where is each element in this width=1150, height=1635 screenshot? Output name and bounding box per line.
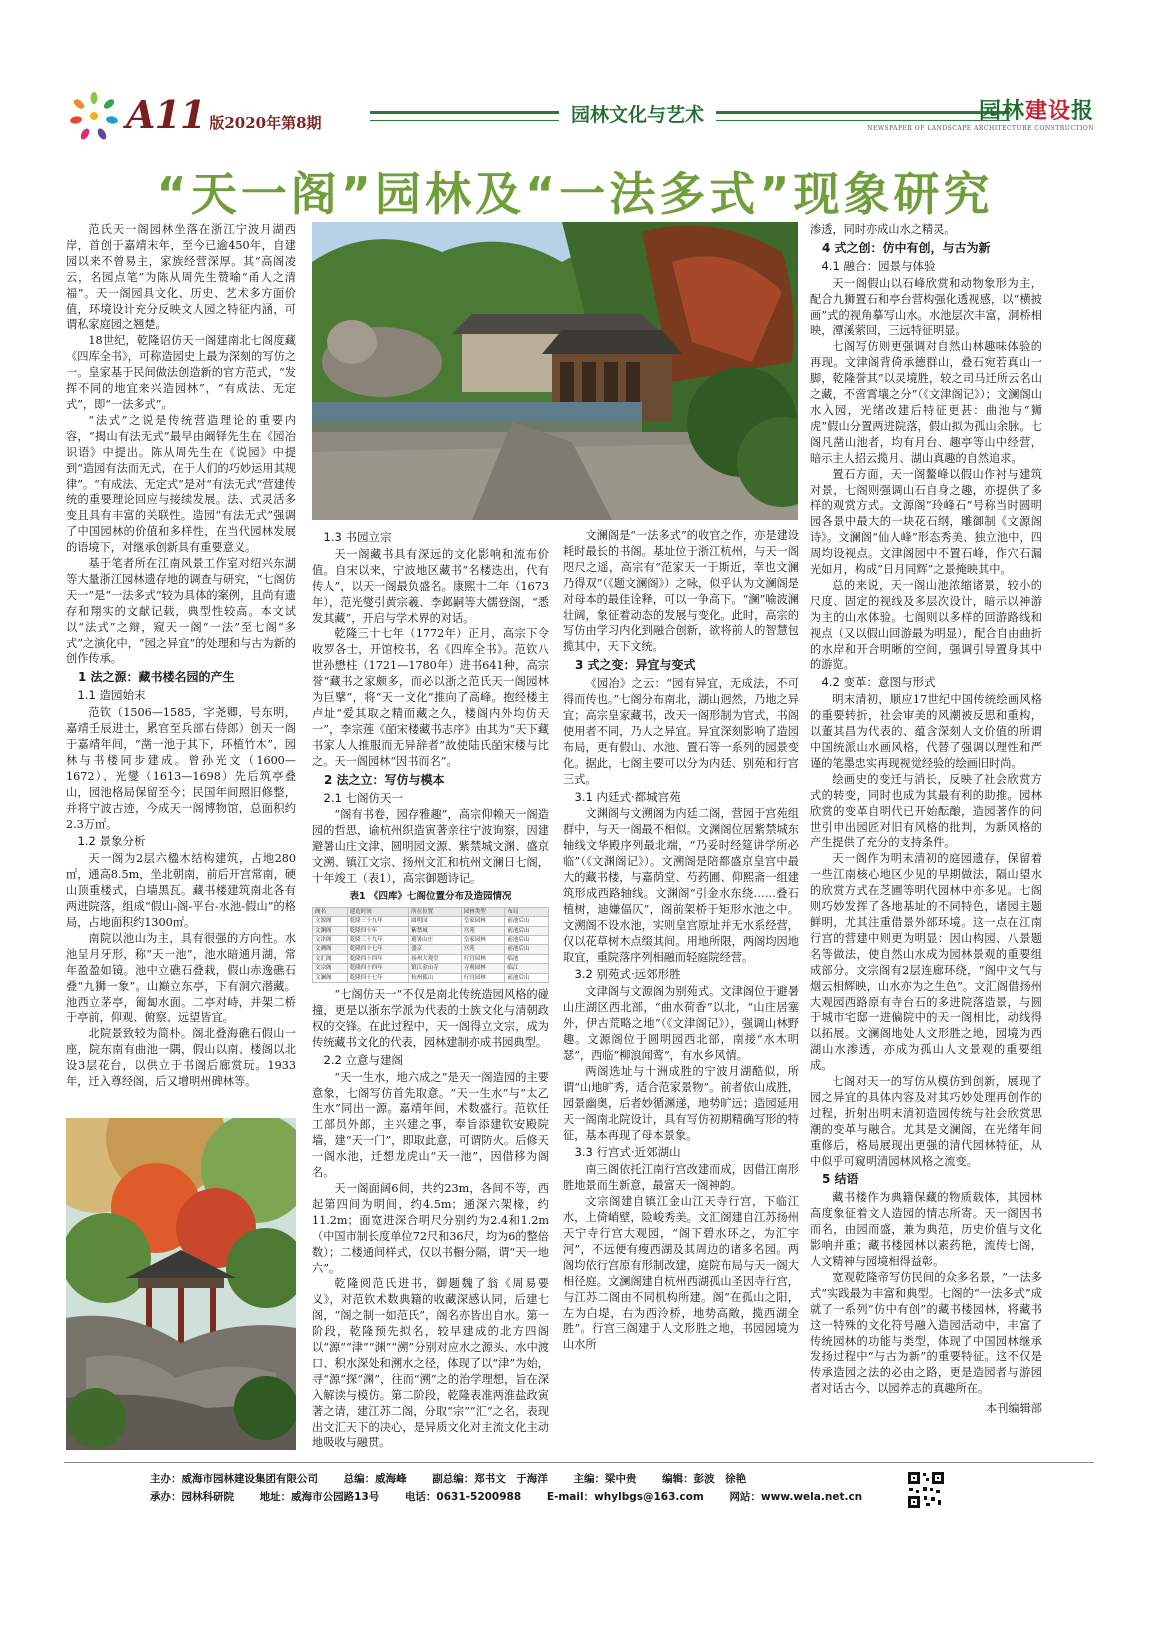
paragraph: “天一生水，地六成之”是天一阁造园的主要意象，七阁写仿首先取意。“天一生水”与“太乙生水”同出一源。嘉靖年间，术数盛行。范钦任工部员外郎，主兴建之事，奉旨添建钦安殿院墙，建“天一门”，即取此意，可谓防火。后修天一阁水池，迁想龙虎山“天一池”，因借移为阁名。 [312,1070,549,1180]
brand-part-2: 建设 [1024,99,1071,124]
table-cell: 行宫园林 [461,954,505,963]
paragraph: 总的来说，天一阁山池浓缩诸景，较小的尺度、固定的视线及多层次设计，暗示以神游为主的山水体验。七阁则以多样的回游路线和视点（又以假山回游最为明显），配合自由曲折的水岸和开合明晰的空间，强调引导置身其中的游览。 [810,578,1042,672]
table-cell: 行宫园林 [461,973,505,982]
table-cell: 宫苑 [461,926,505,935]
table-cell: 文宗阁 [313,964,348,973]
paragraph: 文澜阁是“一法多式”的收官之作，亦是建设耗时最长的书阁。基址位于浙江杭州，与天一阁咫尺之遥，高宗有“范家天一于斯近，幸也文澜乃得双”（《题文澜阁》）之咏，似乎认为文澜阁是对母本的最佳诠释，可以一争高下。“澜”喻波澜壮阔，象征着动态的发展与变化。此时，高宗的写仿由学习内化到融合创新，欲将前人的智慧包揽其中，天下文统。 [563,529,799,654]
table-cell: 文渊阁 [313,926,348,935]
table-cell: 扬州大观堂 [409,954,462,963]
table-cell: 皇家园林 [461,917,505,926]
paragraph: 藏书楼作为典籍保藏的物质载体，其园林高度象征着文人造园的情志所寄。天一阁因书而名，由园而盛，兼为典范，历史价值与文化影响并重；藏书楼园林以素药艳，流传七阁，人文精神与园境相得益彰。 [810,1191,1042,1268]
paragraph: 基于笔者所在江南风景工作室对绍兴东湖等大量浙江园林遗存地的调查与研究，“七阁仿天一”是“一法多式”较为具体的案例，且尚有遗存和翔实的文献记载，典型性较高。本文试以“法式”之辩，窥天一阁“一法”至七阁“多式”之演化中，“园之异宜”的处理和与古为新的创作传承。 [66,557,296,666]
footer-phone: 电话：0631-5200988 [404,1491,522,1503]
column-4 [810,222,1042,1417]
byline: 本刊编辑部 [986,1402,1042,1416]
table-row [313,936,549,945]
paragraph: 18世纪，乾隆诏仿天一阁建南北七阁度藏《四库全书》，可称造园史上最为深刻的写仿之一。皇家基于民间做法创造新的官方范式，“发挥不同的地宜来兴造园林”，“有成法、无定式”，即“一法多式”。 [66,334,296,411]
section-heading: 5 结语 [822,1172,859,1187]
table-header-cell: 建造时间 [347,907,408,916]
footer-rule [64,1462,1094,1463]
section-heading: 2 法之立：写仿与模本 [324,772,445,787]
table-cell: 乾隆四十年 [347,926,408,935]
subsection-heading: 3.3 行宫式·近郊湖山 [574,1145,681,1160]
paragraph: 南三阁依托江南行宫改建而成，因借江南形胜地景而生新意，最富天一阁神韵。 [563,1163,799,1193]
table-cell: 文溯阁 [313,945,348,954]
subsection-heading: 3.2 别苑式·远郊形胜 [574,967,681,982]
seven-pavilions-table [312,907,549,983]
table-cell: 寺观园林 [461,964,505,973]
subsection-heading: 4.1 融合：园景与体验 [821,258,936,273]
table-cell: 乾隆四十四年 [347,964,408,973]
table-row [313,973,549,982]
footer-editors: 编辑：彭波 徐艳 [662,1473,747,1485]
table-cell: 前池后山 [505,917,549,926]
subsection-heading: 4.2 变革：意图与形式 [821,675,936,690]
table-cell: 皇家园林 [461,936,505,945]
qr-code-icon[interactable] [906,1470,946,1510]
table-cell: 临江 [505,964,549,973]
table-header-cell: 布局 [505,907,549,916]
paragraph: 范氏天一阁园林坐落在浙江宁波月湖西岸，首创于嘉靖末年，至今已逾450年，自建园以来不曾易主，家族经营深厚。其“高阁凌云，名园点笔”为陈从周先生赞喻“甬人之清福”。天一阁园具文化、历史、艺术多方面价值，环境设计充分反映文人园之特征内涵，可谓私家庭园之翘楚。 [66,223,296,332]
table-cell: 杭州孤山 [409,973,462,982]
brand-part-1: 园林 [978,99,1025,124]
table-row [313,945,549,954]
table-cell: 宫苑 [461,945,505,954]
section-heading: 1 法之源：藏书楼名园的产生 [78,670,235,685]
paragraph: 南院以池山为主，具有很强的方向性。水池呈月牙形，称“天一池”，池水暗通月湖，常年盈盈如镜。池中立礁石叠栽，假山赤逸礁石叠“九狮一象”。山巅立东亭，下有洞穴潜藏。池西立茅亭，匍匐水面。二亭对峙，并架二桥于亭前，仰观、俯察、远望皆宜。 [66,931,296,1025]
table-cell: 前池后山 [505,926,549,935]
paragraph: 文宗阁建自镇江金山江天寺行宫，下临江水，上倚峭壁，险峻秀美。文汇阁建自江苏扬州天宁寺行宫大观园，“阁下碧水环之，为汇宇河”，不远便有瘦西湖及其周边的诸多名园。两阁均依行宫原有形制改建，庭院布局与天一阁大相径庭。文澜阁建自杭州西湖孤山圣因寺行宫，与江苏二阁由不同机构所建。阁“在孤山之阳，左为白堤，右为西泠桥，地势高敞，揽西湖全胜”。行宫三阁建于人文形胜之地，书园园境为山水所 [563,1195,799,1352]
footer-editor-in-charge: 主编：梁中贵 [573,1473,637,1485]
table-body [313,917,549,983]
table-cell: 乾隆四十四年 [347,954,408,963]
paragraph: “七阁仿天一”不仅是南北传统造园风格的碰撞，更是以浙东学派为代表的士族文化与清朝政权的交锋。在此过程中，天一阁得立文宗，成为传统藏书文化的代表，园林建制亦成书园典型。 [312,988,549,1049]
subsection-heading: 1.2 景象分析 [77,834,146,849]
paragraph: 乾隆三十七年（1772年）正月，高宗下令收罗各士，开馆校书，名《四库全书》。范钦八世孙懋柱（1721—1780年）进书641种，高宗誉“藏书之家颇多，而必以浙之范氏天一阁园林为巨擘”，将“天一文化”推向了高峰。抱经楼主卢址“爱其取之精而藏之久，楼阁内外均仿天一”，李宗莲《皕宋楼藏书志序》由其为“天下藏书家人人推服而无异辞者”故使陆氏皕宋楼与比之。天一阁园林“因书而名”。 [312,627,549,768]
table-cell: 圆明园 [409,917,462,926]
garden-pond-photo [312,222,798,520]
table-cell: 乾隆三十九年 [347,917,408,926]
table-cell: 避暑山庄 [409,936,462,945]
footer-sponsor: 主办：威海市园林建设集团有限公司 [150,1473,318,1485]
table-cell: 文澜阁 [313,973,348,982]
paragraph: 七阁对天一的写仿从模仿到创新，展现了园之异宜的具体内容及对其巧妙处理再创作的过程，折射出明末清初造园传统与社会欣赏思潮的变革与融合。尤其是文澜阁，在光绪年间重修后，格局展现出更强的清代园林特征，从中似乎可窥明清园林风格之流变。 [810,1075,1042,1168]
footer-row-1 [150,1470,960,1488]
table-cell: 文津阁 [313,936,348,945]
garden-pond-image [312,222,798,520]
table-cell: 临池 [505,954,549,963]
table-cell: 盛京 [409,945,462,954]
table-header-row [313,907,549,916]
footer-organizer: 承办：园林科研院 [150,1491,234,1503]
paragraph: “阁有书卷，园存雅趣”，高宗仰赖天一阁造园的哲思，谕杭州织造寅著亲往宁波询察，因建避暑山庄文津、圆明园文源、紫禁城文渊、盛京文溯、镇江文宗、扬州文汇和杭州文澜日七阁，十年竣工（表1），高宗御题诗记。 [312,808,549,886]
article-title: “天一阁”园林及“一法多式”现象研究 [156,167,994,221]
table-cell: 文源阁 [313,917,348,926]
table-cell: 前池后山 [505,945,549,954]
subsection-heading: 2.2 立意与建阁 [323,1052,403,1067]
paragraph: 文渊阁与文溯阁为内廷二阁，营园于宫苑组群中，与天一阁最不相似。文渊阁位居紫禁城东轴线文华殿序列最北端，“乃妥时经筵讲学所必临”（《文渊阁记》）。文溯阁是陪都盛京皇宫中最大的藏书楼，与嘉荫堂、芍药圃、仰熙斋一组建筑形成西路轴线。文渊阁“引金水东绕……叠石植树，迪嫌偪仄”，阁前架桥于矩形水池之中。文溯阁不设水池，实则皇宫原址并无水系经营，仅以花草树木点缀其间。用地所限，两阁均因地取宜，重院落序列相融而轻庭院经营。 [563,807,799,964]
table-row [313,917,549,926]
column-1 [66,222,296,1090]
paragraph: 文津阁与文源阁为别苑式。文津阁位于避暑山庄湖区西北部，“曲水荷香”以北，“山庄居塞外，伊古荒略之地”（《文津阁记》），强调山林野趣。文源阁位于圆明园西北部，南接“水木明瑟”，西临“柳浪闻莺”，有水乡风情。 [563,985,799,1062]
subsection-heading: 1.1 造园始末 [77,688,146,703]
subsection-heading: 1.3 书园立宗 [323,530,392,544]
subsection-heading: 2.1 七阁仿天一 [323,790,403,805]
table-cell: 文汇阁 [313,954,348,963]
footer-email[interactable]: E-mail：whylbgs@163.com [546,1491,704,1503]
footer-chief-editor: 总编：威海峰 [343,1473,407,1485]
paragraph: 天一阁假山以石峰欣赏和动物象形为主，配合九狮置石和亭台营构强化透视感，以“横披画”式的视角摹写山水。水池层次丰富，洞桥相映，潭溪萦回，三远特征明显。 [810,276,1042,338]
paragraph: 置石方面，天一阁鳌峰以假山作衬与建筑对景，七阁则强调山石自身之趣，亦提供了多样的观赏方式。文源阁“玲峰石”号称当时圆明园各景中最大的一块花石纲，雕御制《文源阁诗》。文澜阁“仙人峰”形态秀美、独立池中，四周均设视点。文津阁园中不置石峰，作穴石漏光如月，构成“日月同辉”之景掩映其中。 [810,467,1042,577]
footer-deputy-editors: 副总编：郑书文 于海洋 [432,1473,548,1485]
paragraph: 范钦（1506—1585，字尧卿，号东明，嘉靖壬辰进士，累官至兵部右侍郎）创天一阁于嘉靖年间，“凿一池于其下，环植竹木”，园林与书楼同步建成。曾孙光文（1600—1672）、光燮（1613—1698）先后筑亭叠山，园池格局保留至今；民国年间照旧修整，并将宁波古迹，今成天一阁博物馆，总面积约2.3万㎡。 [66,706,296,831]
table-cell: 乾隆三十九年 [347,936,408,945]
paragraph: 天一阁藏书具有深远的文化影响和流布价值。自宋以来，宁波地区藏书“名楼迭出，代有传人”，以天一阁最负盛名。康熙十二年（1673年），范光燮引黄宗羲、李邺嗣等大儒登阁，“悉发其藏”，开启与学术界的对话。 [312,547,549,625]
pavilion-photo [66,1118,296,1450]
paragraph: 天一阁为2层六楹木结构建筑，占地280㎡，通高8.5m，坐北朝南，前后开宫常南，硬山顶重楼式，白墙黑瓦。藏书楼建筑南北各有两进院落，组成“假山-阁-平台-水池-假山”的格局，占地面积约1300㎡。 [66,852,296,929]
brand-part-3: 报 [1070,99,1094,124]
table-cell: 前池后山 [505,936,549,945]
paragraph: 天一阁面阔6间，共约23m，各间不等，西起第四间为明间，约4.5m；通深六架椽，约11.2m；面宽进深合明尺分别约为2.4和1.2m（中国市制长度单位72尺和36尺，均为6的整倍数）；二楼通间样式，仅以书橱分隔，谓“天一地六”。 [312,1181,549,1275]
masthead-brand [867,94,1094,132]
paragraph: 七阁写仿则更强调对自然山林趣味体验的再现。文津阁背倚承德群山，叠石宛若真山一脚，乾隆誉其“以灵境胜，较之司马迁所云名山之藏，不啻霄壤之分”（《文津阁记》）；文澜阁山水入园，光绪改建后特征更甚：曲池与“狮虎”假山分置两进院落，假山拟为孤山余脉。七阁凡凿山池者，均有月台、趣亭等山中经营，暗示主人招云揽月、湖山真趣的自然追求。 [810,340,1042,465]
flower-logo-icon [64,88,124,144]
page-header [64,86,1094,146]
paragraph: 渗透，同时亦成山水之精灵。 [810,223,956,236]
table-header-cell: 园林类型 [461,907,505,916]
paragraph: 乾隆阅范氏进书，御题魏了翁《周易要义》，对范钦术数典籍的收藏深感认同，后建七阁，“阁之制一如范氏”，阁名亦皆出自水。第一阶段，乾隆预先拟名，较早建成的北方四阁以“源”“津”“渊”“溯”分别对应水之源头、水中渡口、积水深处和溯水之径，体现了以“津”为始，寻“源”探“渊”，往而“溯”之的治学理想，旨在深入解读与模仿。第二阶段，乾隆表准两淮盐政寅著之请，建江苏二阁，分取“宗”“汇”之名，表现出文汇天下的决心，是异质文化对主流文化主动地吸收与融贯。 [312,1277,549,1450]
table-cell: 前池后山 [505,973,549,982]
paragraph: 绘画史的变迁与消长，反映了社会欣赏方式的转变，同时也成为其最有利的助推。园林欣赏的变革自明代已开始酝酿，造园著作的问世引申出园匠对旧有风格的批判，为新风格的产生提供了充分的支持条件。 [810,772,1042,850]
table-cell: 紫禁城 [409,926,462,935]
table-row [313,964,549,973]
table-row [313,926,549,935]
brand-english: NEWSPAPER OF LANDSCAPE ARCHITECTURE CONSTRUCTION [867,125,1094,132]
paragraph: 宽观乾隆帝写仿民间的众多名景，“一法多式”实践最为丰富和典型。七阁的“一法多式”成就了一系列“仿中有创”的藏书楼园林，将藏书这一特殊的文化符号融入造园活动中，丰富了传统园林的功能与类型，体现了中国园林继承发扬过程中“与古为新”的重要特征。这不仅是传承造园之法的必由之路，更是造园者与游园者对话古今、以园养志的真趣所在。 [810,1270,1042,1396]
footer-address: 地址：威海市公园路13号 [259,1491,380,1503]
paragraph: 《园冶》之云：“园有异宜，无成法，不可得而传也。”七阁分布南北，湖山迥然，乃地之异宜；高宗皇家藏书，改天一阁形制为官式，书阁使用者不同，乃人之异宜。异宜深刻影响了造园布局，更有假山、水池、置石等一系列的园景变化。据此，七阁主要可以分为内廷、别苑和行宫三式。 [563,677,799,786]
table-row [313,954,549,963]
page-footer [150,1470,960,1506]
table-caption: 表1 《四库》七阁位置分布及造园情况 [349,890,512,902]
footer-website[interactable]: 网站：www.wela.net.cn [729,1491,863,1503]
paragraph: “法式”之说是传统营造理论的重要内容，“揭山有法无式”最早由阚铎先生在《园冶识语》中提出。陈从周先生在《说园》中提到“造园有法而无式，在于人们的巧妙运用其规律”。“有成法、无定式”是对“有法无式”营建传统的重要理论回应与接续发展。法、式灵活多变且具有丰富的关联性。造园“有法无式”强调了中国园林的价值和多样性，在当代园林发展的语境下，对继承创新具有重要意义。 [66,413,296,555]
paragraph: 明末清初，顺应17世纪中国传统绘画风格的重要转折，社会审美的风潮被反思和重构，以董其昌为代表的、蕴含深刻人文价值的所谓中国统派山水画风格，代替了强调以理性和严谨的笔墨忠实再现视觉经验的绘画旧时尚。 [810,693,1042,770]
edition-number: A11 [126,92,206,137]
table-1 [312,889,549,983]
column-3 [563,528,799,1353]
table-cell: 乾隆四十七年 [347,973,408,982]
table-cell: 乾隆四十七年 [347,945,408,954]
table-cell: 镇江金山寺 [409,964,462,973]
edition-label [126,92,322,137]
subsection-heading: 3.1 内廷式·都城宫苑 [574,789,681,804]
pavilion-image [66,1118,296,1450]
paragraph: 天一阁作为明末清初的庭园遗存，保留着一些江南核心地区少见的早期做法，隔山望水的欣赏方式在芝圃等明代园林中亦多见。七阁则巧妙发挥了各地基址的不同特色，诸园主题鲜明，尤其注重借景外部环境。这一点在江南行宫的营建中则更为明显：因山构园、八景题名等做法，使自然山水成为园林景观的重要组成部分。文宗阁有2层连廊环绕，“阁中文气与烟云相辉映，山水亦为之生色”。文汇阁借扬州大观园西路原有寺台石的多进院落造景，与圆于城市宅邸一进偏院中的天一阁相比，动线得以拓展。文澜阁地处人文形胜之地，园境为西湖山水渗透，亦成为孤山人文景观的重要组成。 [810,852,1042,1073]
table-header-cell: 所在位置 [409,907,462,916]
section-heading: 3 式之变：异宜与变式 [575,658,696,673]
paragraph: 北院景致较为简朴。阁北叠海礁石假山一座，院东南有曲池一隅，假山以南、楼阁以北设3层花台，以供立于书阁后廊赏玩。1933年，迁入尊经阁，后又增明州碑林等。 [66,1027,296,1089]
section-name: 园林文化与艺术 [559,100,716,127]
paragraph: 两阁选址与十洲成胜的宁波月湖酷似，所谓“山地旷秀，适合范家景物”。前者依山成胜，园景幽奥，后者妙循渊递，地势旷远；造园延用天一阁南北院设计，具有写仿初期精确写形的特征，基本再现了母本景象。 [563,1064,799,1142]
column-2 [312,528,549,1451]
footer-row-2 [150,1488,960,1506]
table-header-cell: 阁名 [313,907,348,916]
edition-issue: 版2020年第8期 [209,114,322,132]
section-heading: 4 式之创：仿中有创，与古为新 [822,240,991,255]
